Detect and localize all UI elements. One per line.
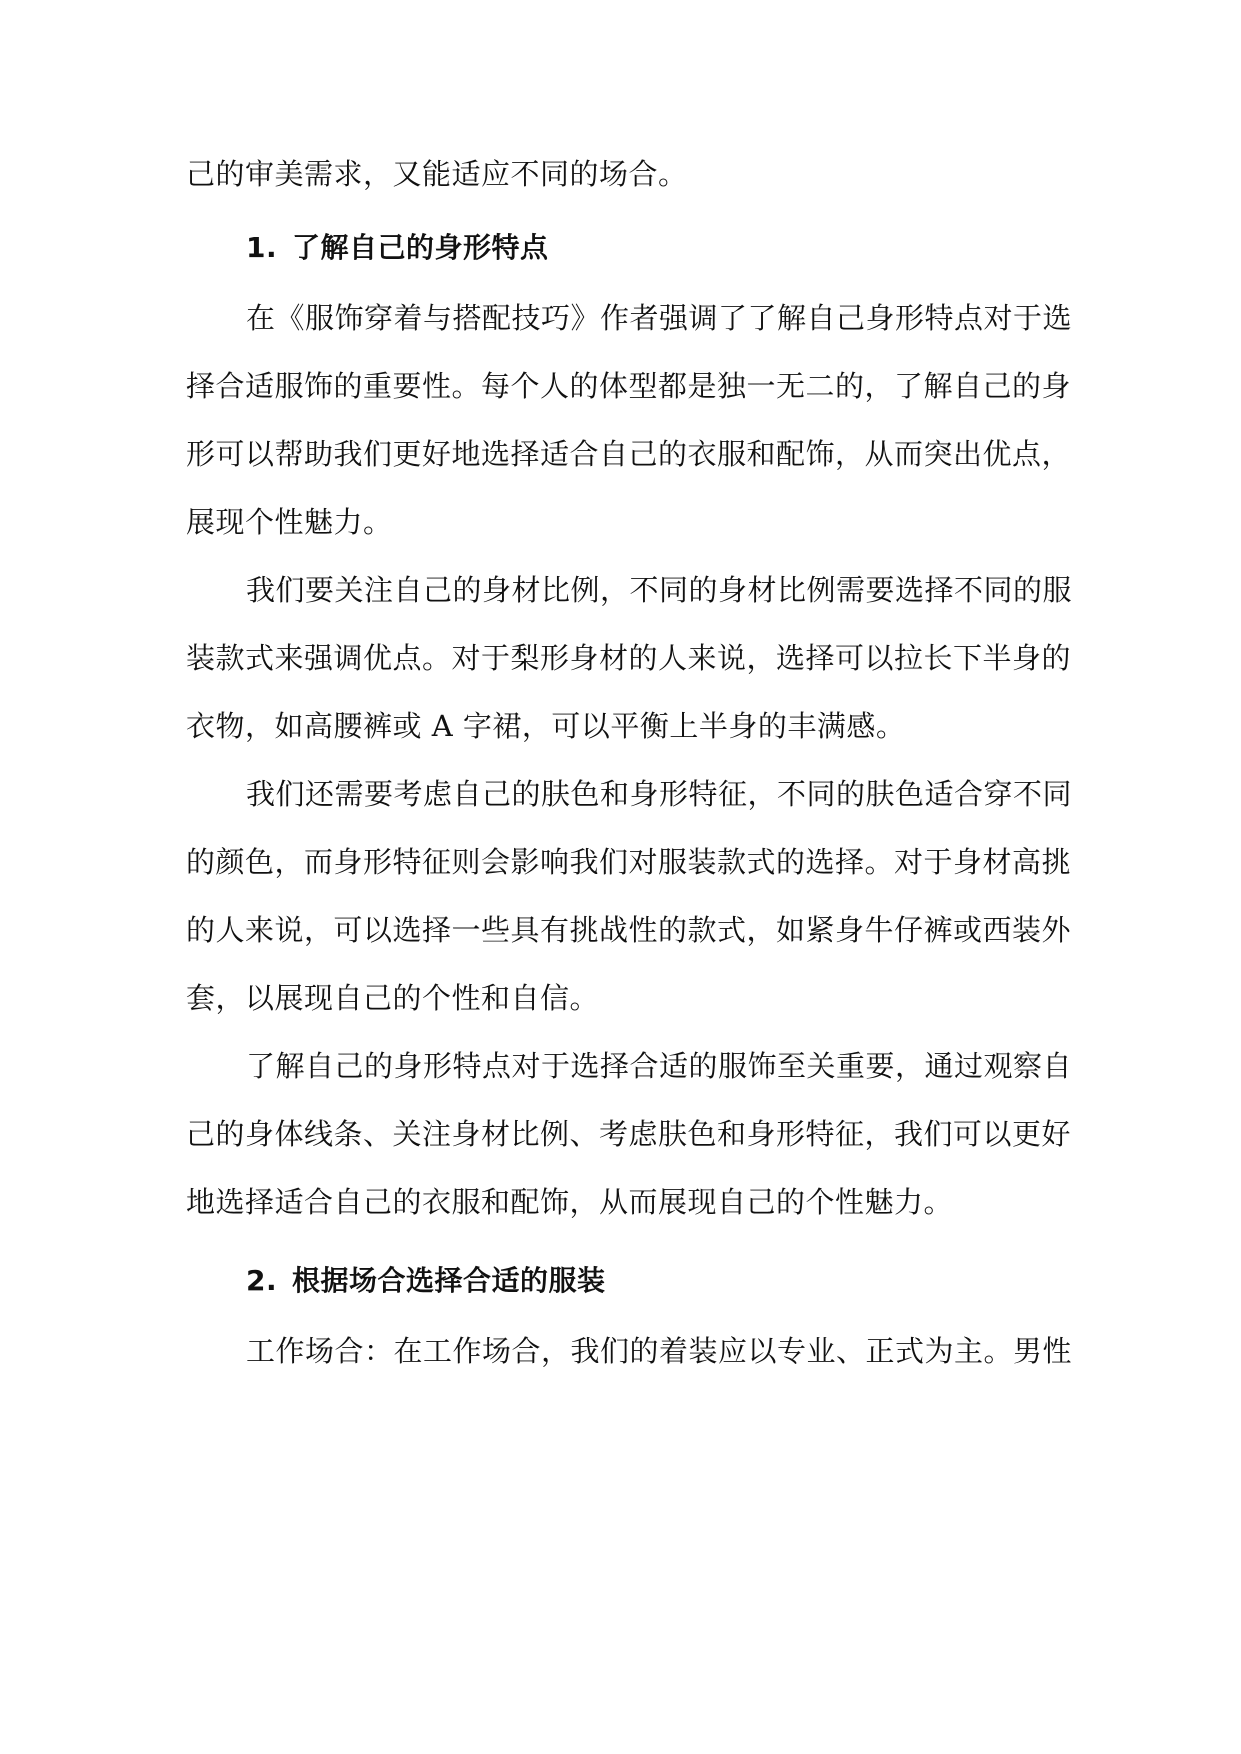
paragraph-line: 我们还需要考虑自己的肤色和身形特征，不同的肤色适合穿不同 (246, 777, 1073, 811)
paragraph-line: 展现个性魅力。 (186, 505, 393, 539)
paragraph-line: 的人来说，可以选择一些具有挑战性的款式，如紧身牛仔裤或西装外 (186, 913, 1072, 947)
heading-number: 2. (246, 1264, 278, 1297)
paragraph-line: 工作场合：在工作场合，我们的着装应以专业、正式为主。男性 (246, 1334, 1073, 1368)
paragraph-line: 装款式来强调优点。对于梨形身材的人来说，选择可以拉长下半身的 (186, 641, 1072, 675)
paragraph-line: 衣物，如高腰裤或 A 字裙，可以平衡上半身的丰满感。 (186, 709, 906, 743)
heading-title: 根据场合选择合适的服装 (292, 1264, 606, 1297)
paragraph-line: 地选择适合自己的衣服和配饰，从而展现自己的个性魅力。 (186, 1185, 954, 1219)
paragraph-line: 的颜色，而身形特征则会影响我们对服装款式的选择。对于身材高挑 (186, 845, 1072, 879)
heading-title: 了解自己的身形特点 (292, 231, 549, 264)
paragraph-line: 择合适服饰的重要性。每个人的体型都是独一无二的，了解自己的身 (186, 369, 1072, 403)
paragraph-line: 了解自己的身形特点对于选择合适的服饰至关重要，通过观察自 (246, 1049, 1073, 1083)
heading-number: 1. (246, 231, 278, 264)
section-heading-2 (246, 1263, 1126, 1299)
paragraph-line: 形可以帮助我们更好地选择适合自己的衣服和配饰，从而突出优点， (186, 437, 1072, 471)
section-heading-1 (246, 230, 1126, 266)
paragraph-line: 己的审美需求，又能适应不同的场合。 (186, 157, 688, 191)
paragraph-line: 套，以展现自己的个性和自信。 (186, 981, 600, 1015)
paragraph-line: 在《服饰穿着与搭配技巧》作者强调了了解自己身形特点对于选 (246, 301, 1073, 335)
paragraph-line: 我们要关注自己的身材比例，不同的身材比例需要选择不同的服 (246, 573, 1073, 607)
paragraph-line: 己的身体线条、关注身材比例、考虑肤色和身形特征，我们可以更好 (186, 1117, 1072, 1151)
